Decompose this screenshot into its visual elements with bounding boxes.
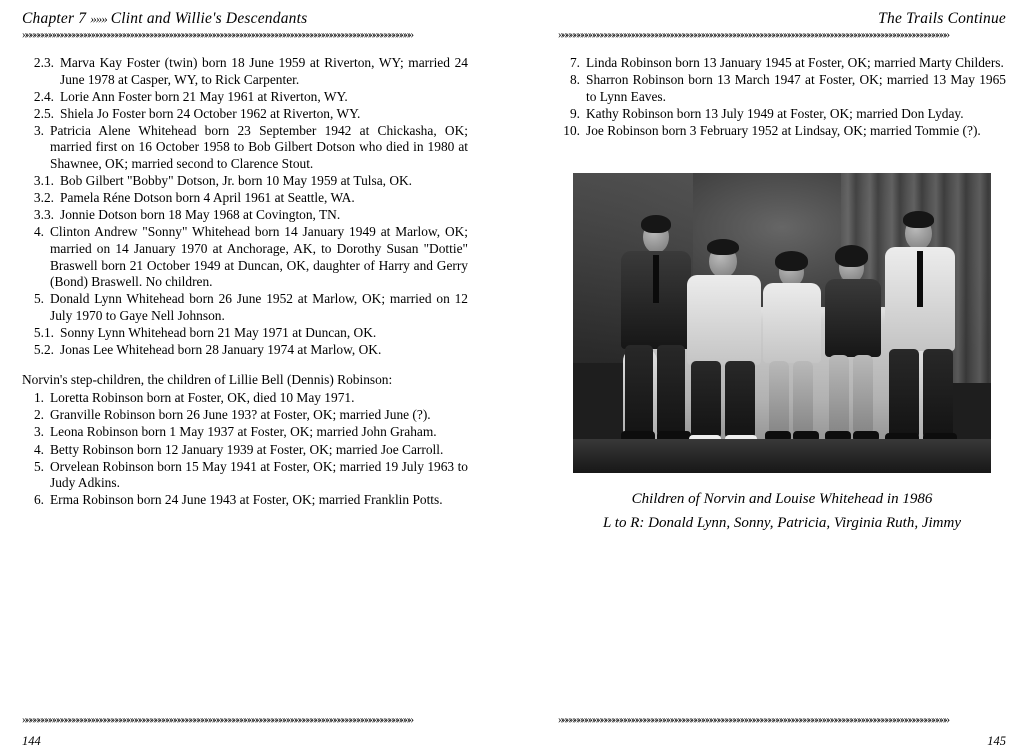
list-item-text: Granville Robinson born 26 June 193? at Foster, OK; married June (?). xyxy=(50,407,431,423)
left-running-head xyxy=(22,10,468,28)
photo-person-5-hair xyxy=(903,211,934,228)
photo-person-4-hair xyxy=(835,245,868,267)
list-item-number: 4. xyxy=(33,224,44,240)
photo-caption-line-2: L to R: Donald Lynn, Sonny, Patricia, Virginia Ruth, Jimmy xyxy=(602,515,961,532)
list-item-number: 5.1. xyxy=(33,325,54,340)
right-running-head xyxy=(558,10,1006,28)
list-item-number: 2.4. xyxy=(33,88,54,104)
list-item xyxy=(558,123,1006,140)
list-item xyxy=(22,407,468,424)
list-item xyxy=(22,106,468,123)
left-entry-list-1 xyxy=(22,55,468,359)
ornamental-rule-top-right: »»»»»»»»»»»»»»»»»»»»»»»»»»»»»»»»»»»»»»»»»»»»»»»»»»»»»»»»»»»»»»»»»»»»»»»»»»»»»»»»»»»»»»»»»»»»»»»»»»»» xyxy=(558,30,949,41)
list-item xyxy=(22,325,468,342)
list-item-text: Kathy Robinson born 13 July 1949 at Foster, OK; married Don Lyday. xyxy=(586,105,964,121)
list-item xyxy=(558,72,1006,105)
running-head-title: The Trails Continue xyxy=(878,10,1006,27)
list-item-text: Shiela Jo Foster born 24 October 1962 at Riverton, WY. xyxy=(60,105,361,121)
list-item-number: 2.3. xyxy=(33,55,54,70)
photo-caption xyxy=(573,487,991,535)
list-item-text: Sharron Robinson born 13 March 1947 at Foster, OK; married 13 May 1965 to Lynn Eaves. xyxy=(586,72,1006,104)
list-item-text: Erma Robinson born 24 June 1943 at Foster, OK; married Franklin Potts. xyxy=(50,492,443,508)
list-item-text: Clinton Andrew "Sonny" Whitehead born 14 January 1949 at Marlow, OK; married on 14 January 1970 at Anchorage, AK, to Dorothy Susan "Dottie" Braswell born 21 October 1949 at Duncan, OK, daughter of Harry and Gerry (Bond) Braswell. No children. xyxy=(50,224,468,290)
list-item-number: 3.1. xyxy=(33,173,54,189)
list-item-number: 3. xyxy=(33,122,44,138)
page-number-left: 144 xyxy=(22,734,41,748)
list-item-number: 2. xyxy=(33,407,44,423)
photo-person-5-leg-left xyxy=(889,349,919,439)
photo-person-2-hair xyxy=(707,239,739,255)
list-item-number: 4. xyxy=(33,441,44,457)
list-item xyxy=(22,55,468,88)
list-item-text: Donald Lynn Whitehead born 26 June 1952 at Marlow, OK; married on 12 July 1970 to Gaye Nell Johnson. xyxy=(50,291,468,323)
photo-person-3-leg-left xyxy=(769,361,789,435)
photo-person-3-leg-right xyxy=(793,361,813,435)
list-item-text: Betty Robinson born 12 January 1939 at Foster, OK; married Joe Carroll. xyxy=(50,441,444,457)
list-item-number: 3.2. xyxy=(33,190,54,206)
ornamental-rule-top-left: »»»»»»»»»»»»»»»»»»»»»»»»»»»»»»»»»»»»»»»»»»»»»»»»»»»»»»»»»»»»»»»»»»»»»»»»»»»»»»»»»»»»»»»»»»»»»»»»»»»» xyxy=(22,30,413,41)
left-page-body xyxy=(22,55,468,509)
list-item-text: Lorie Ann Foster born 21 May 1961 at Riverton, WY. xyxy=(60,88,348,104)
list-item xyxy=(558,55,1006,72)
photo-person-4-torso xyxy=(825,279,881,357)
photo-person-1-leg-right xyxy=(657,345,685,437)
list-item-text: Linda Robinson born 13 January 1945 at Foster, OK; married Marty Childers. xyxy=(586,55,1004,70)
list-item-number: 2.5. xyxy=(33,105,54,121)
list-item-number: 9. xyxy=(569,105,580,121)
list-item-number: 3. xyxy=(33,424,44,440)
list-item-number: 3.3. xyxy=(33,207,54,223)
list-item-number: 1. xyxy=(33,390,44,406)
list-item-text: Patricia Alene Whitehead born 23 September 1942 at Chickasha, OK; married first on 16 October 1958 to Bob Gilbert Dotson who died in 1980 at Shawnee, OK; married second to Clarence Stout. xyxy=(50,122,468,172)
list-item xyxy=(22,207,468,224)
list-item xyxy=(22,424,468,441)
running-head-separator: »»» xyxy=(90,11,107,26)
photo-person-2-torso xyxy=(687,275,761,365)
photo-person-3-torso xyxy=(763,283,821,363)
list-item-text: Jonnie Dotson born 18 May 1968 at Covington, TN. xyxy=(60,207,341,223)
photo-person-1-leg-left xyxy=(625,345,653,437)
list-item-text: Marva Kay Foster (twin) born 18 June 1959 at Riverton, WY; married 24 June 1978 at Casper, WY, to Rick Carpenter. xyxy=(60,55,468,87)
list-item-text: Bob Gilbert "Bobby" Dotson, Jr. born 10 May 1959 at Tulsa, OK. xyxy=(60,173,413,189)
list-item xyxy=(22,89,468,106)
photo-person-4-leg-left xyxy=(829,355,849,435)
list-item-number: 5.2. xyxy=(33,342,54,358)
list-item-text: Jonas Lee Whitehead born 28 January 1974 at Marlow, OK. xyxy=(60,342,382,358)
list-item-text: Loretta Robinson born at Foster, OK, died 10 May 1971. xyxy=(50,390,355,406)
list-item-number: 5. xyxy=(33,291,44,307)
photo-person-4-leg-right xyxy=(853,355,873,435)
list-item xyxy=(22,224,468,290)
photo-floor xyxy=(573,439,991,473)
photo-person-1-hair xyxy=(641,215,671,233)
list-item-number: 5. xyxy=(33,458,44,474)
photo-person-5-leg-right xyxy=(923,349,953,439)
list-item xyxy=(22,190,468,207)
list-item xyxy=(558,106,1006,123)
list-item xyxy=(22,459,468,492)
photo-caption-line-1: Children of Norvin and Louise Whitehead in 1986 xyxy=(631,491,933,508)
list-item-number: 8. xyxy=(569,72,580,88)
list-item-text: Leona Robinson born 1 May 1937 at Foster, OK; married John Graham. xyxy=(50,424,437,440)
photo-figure xyxy=(573,173,991,535)
photo-person-2-leg-right xyxy=(725,361,755,439)
list-item xyxy=(22,342,468,359)
running-head-chapter: Chapter 7 xyxy=(22,10,87,27)
photo-person-3-hair xyxy=(775,251,808,271)
ornamental-rule-bottom-left: »»»»»»»»»»»»»»»»»»»»»»»»»»»»»»»»»»»»»»»»»»»»»»»»»»»»»»»»»»»»»»»»»»»»»»»»»»»»»»»»»»»»»»»»»»»»»»»»»»»» xyxy=(22,715,413,726)
right-page xyxy=(512,0,1024,756)
photo-person-1-tie xyxy=(653,255,659,303)
list-item xyxy=(22,390,468,407)
step-children-intro: Norvin's step-children, the children of Lillie Bell (Dennis) Robinson: xyxy=(22,371,393,387)
ornamental-rule-bottom-right: »»»»»»»»»»»»»»»»»»»»»»»»»»»»»»»»»»»»»»»»»»»»»»»»»»»»»»»»»»»»»»»»»»»»»»»»»»»»»»»»»»»»»»»»»»»»»»»»»»»» xyxy=(558,715,949,726)
photo-person-5-tie xyxy=(917,251,923,307)
family-photograph xyxy=(573,173,991,473)
list-item xyxy=(22,492,468,509)
running-head-title: Clint and Willie's Descendants xyxy=(110,10,308,27)
left-entry-list-2 xyxy=(22,390,468,509)
list-item-number: 7. xyxy=(569,55,580,70)
list-item-text: Pamela Réne Dotson born 4 April 1961 at Seattle, WA. xyxy=(60,190,355,206)
list-item-text: Orvelean Robinson born 15 May 1941 at Foster, OK; married 19 July 1963 to Judy Adkins. xyxy=(50,458,468,491)
list-item xyxy=(22,123,468,173)
right-page-body xyxy=(558,55,1006,535)
photo-person-2-leg-left xyxy=(691,361,721,439)
list-item xyxy=(22,291,468,324)
list-item-number: 10. xyxy=(563,122,580,138)
list-item xyxy=(22,442,468,459)
page-number-right: 145 xyxy=(987,734,1006,748)
list-item-text: Sonny Lynn Whitehead born 21 May 1971 at Duncan, OK. xyxy=(60,325,377,340)
list-item-number: 6. xyxy=(33,492,44,508)
list-item xyxy=(22,173,468,190)
list-item-text: Joe Robinson born 3 February 1952 at Lindsay, OK; married Tommie (?). xyxy=(586,122,981,138)
